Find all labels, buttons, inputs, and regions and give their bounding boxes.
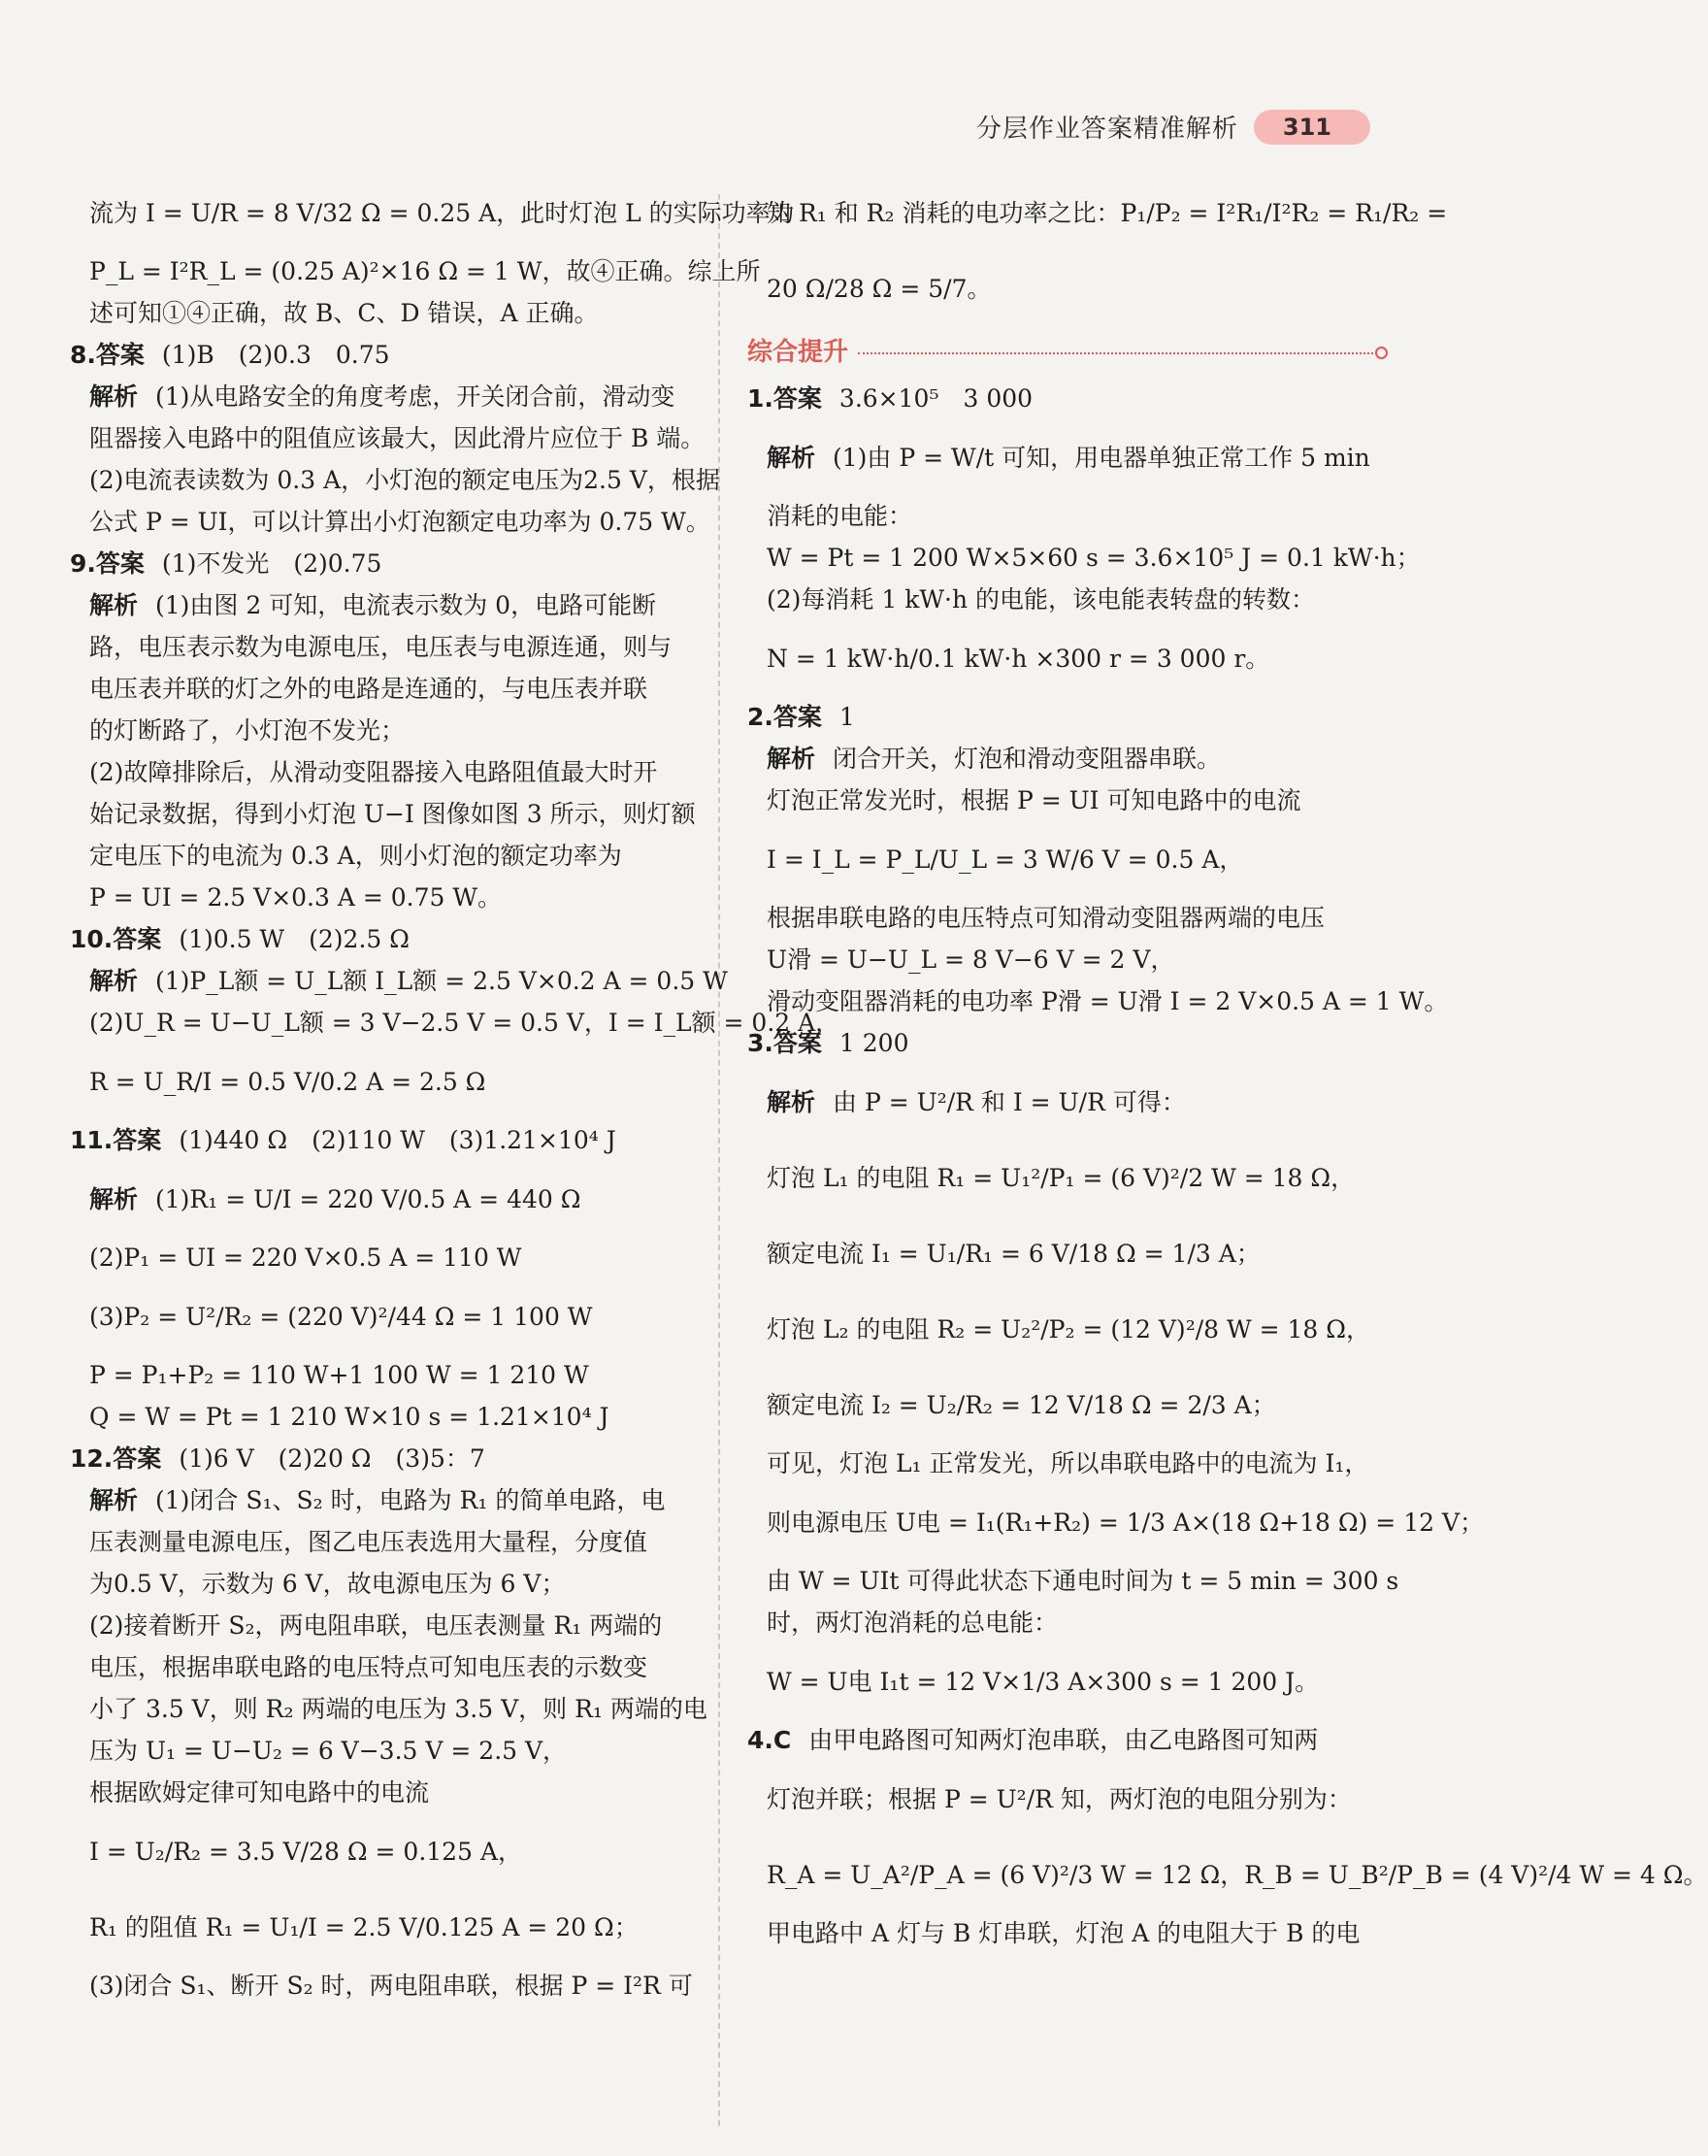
text-line [70,1730,691,1772]
line-text: I = U₂/R₂ = 3.5 V/28 Ω = 0.125 A， [89,1837,522,1866]
text-line [70,1646,691,1688]
line-text: R₁ 的阻值 R₁ = U₁/I = 2.5 V/0.125 A = 20 Ω； [89,1912,639,1941]
explanation-line [747,419,1388,495]
line-text: (1)B (2)0.3 0.75 [161,341,390,369]
text-line [747,1912,1388,1954]
explanation-line [70,1161,691,1237]
line-text: (2)每消耗 1 kW·h 的电能，该电能表转盘的转数： [767,585,1316,614]
section-rule [858,352,1373,354]
line-text: (1)不发光 (2)0.75 [161,549,382,578]
answer-line [70,334,691,376]
line-text: (1)闭合 S₁、S₂ 时，电路为 R₁ 的简单电路，电 [155,1486,666,1514]
explanation-line [70,376,691,417]
answer-tag: 答案 [95,549,145,578]
answer-tag: 答案 [113,925,162,953]
text-line [70,1237,691,1278]
line-text: 述可知①④正确，故 B、C、D 错误，A 正确。 [89,299,599,327]
explanation-tag: 解析 [89,967,139,995]
text-line [747,1367,1388,1443]
explanation-line [747,1064,1388,1140]
line-text: 灯泡并联；根据 P = U²/R 知，两灯泡的电阻分别为： [767,1784,1352,1813]
text-line [747,579,1388,620]
line-text: 电压表并联的灯之外的电路是连通的，与电压表并联 [89,675,648,703]
answer-line [747,1719,1388,1761]
line-text: 1 [838,703,855,731]
line-text: N = 1 kW·h/0.1 kW·h ×300 r = 3 000 r。 [767,644,1270,673]
explanation-line [70,1479,691,1521]
text-line [70,417,706,459]
text-line [747,1643,1388,1719]
line-text: P = UI = 2.5 V×0.3 A = 0.75 W。 [89,883,503,912]
text-line [747,779,1388,821]
line-text: (3)闭合 S₁、断开 S₂ 时，两电阻串联，根据 P = I²R 可 [89,1972,693,2000]
text-line [70,1813,691,1889]
line-text: 压表测量电源电压，图乙电压表选用大量程，分度值 [89,1528,648,1556]
answer-tag: 答案 [772,384,822,413]
question-number: 12. [70,1444,114,1473]
answer-line [70,1119,691,1161]
line-text: 由 W = UIt 可得此状态下通电时间为 t = 5 min = 300 s [767,1567,1399,1595]
line-text: 3.6×10⁵ 3 000 [838,384,1034,413]
answer-line [70,543,691,584]
line-text: R = U_R/I = 0.5 V/0.2 A = 2.5 Ω [89,1067,486,1096]
answer-line [747,378,1388,419]
text-line [747,1215,1388,1291]
text-line [747,1761,1388,1837]
line-text: 根据串联电路的电压特点可知滑动变阻器两端的电压 [767,904,1326,932]
line-text: P_L = I²R_L = (0.25 A)²×16 Ω = 1 W，故④正确。综上所 [89,257,761,285]
question-number: 8. [70,341,96,369]
text-line [70,1605,691,1646]
text-line [747,821,1388,897]
line-text: 阻器接入电路中的阻值应该最大，因此滑片应位于 B 端。 [89,424,706,452]
explanation-tag: 解析 [89,591,139,619]
line-text: 时，两灯泡消耗的总电能： [767,1609,1059,1637]
text-line [70,835,691,877]
text-line [747,175,1448,250]
line-text: (2)故障排除后，从滑动变阻器接入电路阻值最大时开 [89,758,658,786]
question-number: 4. [747,1726,773,1754]
line-text: (2)U_R = U−U_L额 = 3 V−2.5 V = 0.5 V，I = I_L额 = 0.2 A， [89,1009,840,1037]
answer-tag: 答案 [95,341,145,369]
text-line [747,980,1449,1022]
line-text: Q = W = Pt = 1 210 W×10 s = 1.21×10⁴ J [89,1403,609,1431]
line-text: P = P₁+P₂ = 110 W+1 100 W = 1 210 W [89,1361,589,1389]
text-line [70,459,720,501]
line-text: 可见，灯泡 L₁ 正常发光，所以串联电路中的电流为 I₁， [767,1449,1369,1477]
text-line [70,1688,707,1730]
line-text: (1)P_L额 = U_L额 I_L额 = 2.5 V×0.2 A = 0.5 W [155,967,728,995]
line-text: W = U电 I₁t = 12 V×1/3 A×300 s = 1 200 J。 [767,1667,1320,1696]
question-number: 11. [70,1126,114,1154]
question-number: 3. [747,1029,773,1057]
explanation-tag: 解析 [767,1087,816,1116]
page-header [976,109,1370,145]
line-text: (1)R₁ = U/I = 220 V/0.5 A = 440 Ω [155,1184,581,1213]
line-text: (1)由图 2 可知，电流表示数为 0，电路可能断 [155,591,657,619]
text-line [747,1484,1485,1560]
right-column [747,175,1708,1954]
line-text: 电压，根据串联电路的电压特点可知电压表的示数变 [89,1653,648,1681]
answer-tag: 答案 [772,1029,822,1057]
section-heading [747,332,1388,374]
line-text: 额定电流 I₁ = U₁/R₁ = 6 V/18 Ω = 1/3 A； [767,1239,1261,1268]
question-number: 10. [70,925,114,953]
line-text: R_A = U_A²/P_A = (6 V)²/3 W = 12 Ω，R_B = U_B²/P_B = (4 V)²/4 W = 4 Ω。 [767,1860,1708,1889]
section-rule-dot [1375,347,1388,359]
line-text: 20 Ω/28 Ω = 5/7。 [767,274,992,303]
line-text: (1)由 P = W/t 可知，用电器单独正常工作 5 min [833,443,1370,472]
question-number: 9. [70,549,96,578]
text-line [70,1563,691,1605]
line-text: I = I_L = P_L/U_L = 3 W/6 V = 0.5 A， [767,845,1244,874]
line-text: 灯泡 L₂ 的电阻 R₂ = U₂²/P₂ = (12 V)²/8 W = 18 Ω， [767,1314,1371,1343]
header-title: 分层作业答案精准解析 [975,115,1238,144]
line-text: (1)6 V (2)20 Ω (3)5：7 [179,1444,485,1473]
question-number: 1. [747,384,773,413]
answer-line [747,1022,1388,1064]
line-text: 额定电流 I₂ = U₂/R₂ = 12 V/18 Ω = 2/3 A； [767,1390,1276,1419]
line-text: U滑 = U−U_L = 8 V−6 V = 2 V， [767,945,1175,974]
page-number-badge: 311 [1254,110,1370,145]
text-line [70,793,696,835]
text-line [70,877,691,918]
line-text: 1 200 [838,1029,909,1057]
text-line [747,1560,1399,1602]
line-text: (2)接着断开 S₂，两电阻串联，电压表测量 R₁ 两端的 [89,1611,663,1640]
line-text: 灯泡正常发光时，根据 P = UI 可知电路中的电流 [767,786,1301,814]
answer-line [70,1438,691,1479]
text-line [747,1602,1388,1643]
line-text: W = Pt = 1 200 W×5×60 s = 3.6×10⁵ J = 0.1 kW·h； [767,544,1421,572]
explanation-line [70,584,691,626]
text-line [70,1772,691,1813]
text-line [70,626,691,668]
text-line [747,1837,1708,1912]
line-text: 压为 U₁ = U−U₂ = 6 V−3.5 V = 2.5 V， [89,1737,568,1765]
text-line [747,250,1388,326]
text-line [70,250,761,292]
explanation-tag: 解析 [767,443,816,472]
answer-tag: 答案 [772,703,822,731]
question-number: 2. [747,703,773,731]
line-text: 知 R₁ 和 R₂ 消耗的电功率之比：P₁/P₂ = I²R₁/I²R₂ = R₁/R₂ = [767,198,1448,227]
text-line [70,751,691,793]
line-text: 滑动变阻器消耗的电功率 P滑 = U滑 I = 2 V×0.5 A = 1 W。 [767,987,1449,1015]
text-line [70,668,691,710]
answer-tag: C [772,1726,792,1754]
explanation-line [70,960,728,1002]
text-line [747,1443,1388,1484]
line-text: 的灯断路了，小灯泡不发光； [89,716,406,745]
text-line [747,620,1388,696]
line-text: 由甲电路图可知两灯泡串联，由乙电路图可知两 [808,1726,1319,1754]
text-line [70,1396,691,1438]
answer-line [747,696,1388,738]
explanation-tag: 解析 [89,382,139,411]
line-text: 甲电路中 A 灯与 B 灯串联，灯泡 A 的电阻大于 B 的电 [767,1919,1361,1947]
section-title: 综合提升 [747,338,849,367]
text-line [747,537,1421,579]
line-text: (1)0.5 W (2)2.5 Ω [179,925,410,953]
line-text: 灯泡 L₁ 的电阻 R₁ = U₁²/P₁ = (6 V)²/2 W = 18 Ω， [767,1163,1356,1192]
line-text: 则电源电压 U电 = I₁(R₁+R₂) = 1/3 A×(18 Ω+18 Ω) = 12 V； [767,1508,1485,1537]
answer-tag: 答案 [113,1444,162,1473]
text-line [70,710,691,751]
line-text: (1)从电路安全的角度考虑，开关闭合前，滑动变 [155,382,675,411]
text-line [747,897,1388,939]
text-line [70,1965,691,2007]
text-line [70,1521,691,1563]
line-text: 流为 I = U/R = 8 V/32 Ω = 0.25 A，此时灯泡 L 的实际功率为 [89,198,795,227]
text-line [70,501,710,543]
line-text: 定电压下的电流为 0.3 A，则小灯泡的额定功率为 [89,842,622,870]
text-line [747,1291,1388,1367]
text-line [70,1889,691,1965]
explanation-line [747,738,1388,779]
text-line [747,939,1388,980]
line-text: 公式 P = UI，可以计算出小灯泡额定电功率为 0.75 W。 [89,508,710,536]
explanation-tag: 解析 [767,745,816,773]
line-text: (3)P₂ = U²/R₂ = (220 V)²/44 Ω = 1 100 W [89,1302,593,1331]
explanation-tag: 解析 [89,1486,139,1514]
text-line [70,175,795,250]
text-line [70,1044,691,1119]
line-text: 消耗的电能： [767,502,913,530]
answer-line [70,918,691,960]
line-text: (2)P₁ = UI = 220 V×0.5 A = 110 W [89,1244,522,1272]
line-text: 小了 3.5 V，则 R₂ 两端的电压为 3.5 V，则 R₁ 两端的电 [89,1695,707,1723]
text-line [747,1140,1388,1215]
line-text: 为0.5 V，示数为 6 V，故电源电压为 6 V； [89,1570,566,1598]
line-text: 路，电压表示数为电源电压，电压表与电源连通，则与 [89,633,673,661]
explanation-tag: 解析 [89,1184,139,1213]
text-line [70,1354,691,1396]
line-text: (1)440 Ω (2)110 W (3)1.21×10⁴ J [179,1126,616,1154]
line-text: 由 P = U²/R 和 I = U/R 可得： [833,1087,1186,1116]
text-line [747,495,1388,537]
text-line [70,1278,691,1354]
text-line [70,292,691,334]
line-text: 根据欧姆定律可知电路中的电流 [89,1778,430,1807]
line-text: 闭合开关，灯泡和滑动变阻器串联。 [833,745,1222,773]
line-text: (2)电流表读数为 0.3 A，小灯泡的额定电压为2.5 V，根据 [89,466,720,494]
line-text: 始记录数据，得到小灯泡 U−I 图像如图 3 所示，则灯额 [89,800,696,828]
answer-tag: 答案 [113,1126,162,1154]
